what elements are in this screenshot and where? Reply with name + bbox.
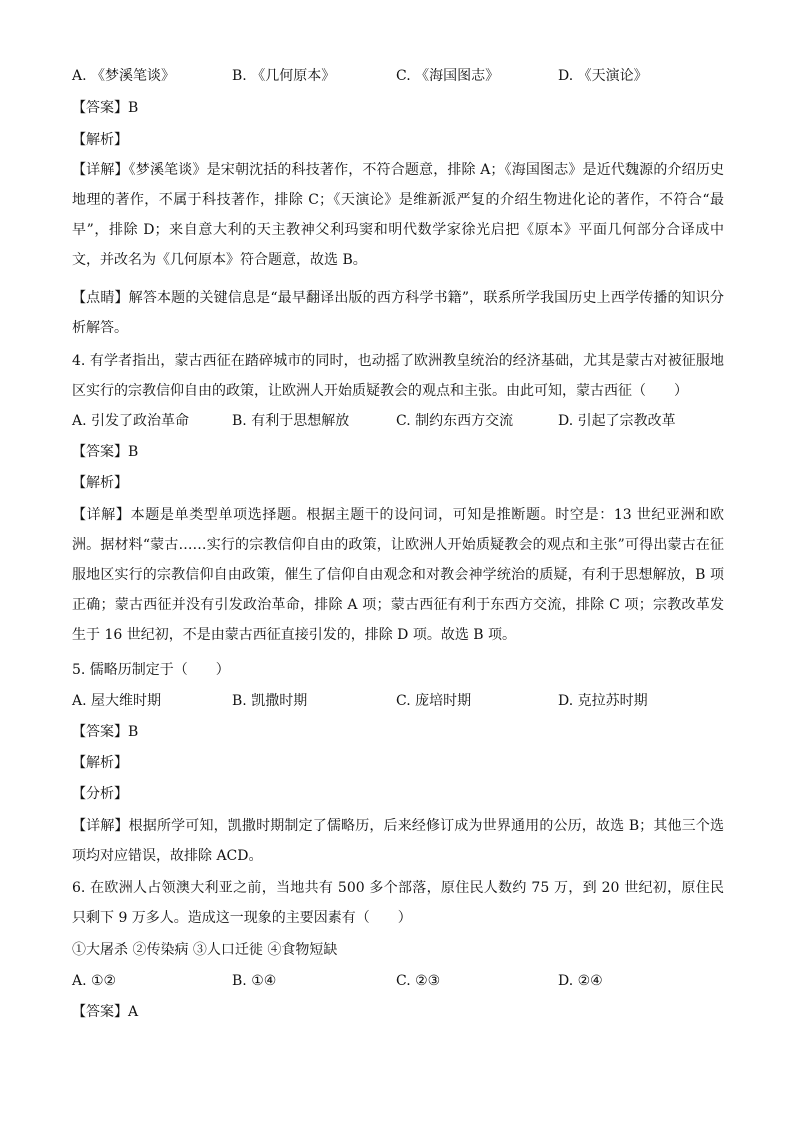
q4-option-a: A. 引发了政治革命 — [72, 413, 190, 429]
q3-option-a: A. 《梦溪笔谈》 — [72, 68, 176, 84]
q4-option-b: B. 有利于思想解放 — [232, 413, 350, 429]
q3-answer: 【答案】B — [72, 100, 139, 116]
q5-analysis2-label: 【分析】 — [72, 786, 128, 802]
q5-option-a: A. 屋大维时期 — [72, 693, 162, 709]
q5-stem: 5. 儒略历制定于（ ） — [72, 662, 230, 678]
q6-option-b: B. ①④ — [232, 973, 277, 989]
q4-options — [72, 411, 732, 431]
q6-options — [72, 971, 732, 991]
q6-option-a: A. ①② — [72, 973, 117, 989]
q6-answer: 【答案】A — [72, 1004, 139, 1020]
q6-option-d: D. ②④ — [558, 973, 603, 989]
q4-detail: 【详解】本题是单类型单项选择题。根据主题干的设问词，可知是推断题。时空是：13 世纪亚洲和欧洲。据材料“蒙古……实行的宗教信仰自由的政策，让欧洲人开始质疑教会的观点和主张”可得出蒙古在征服地区实行的宗教信仰自由政策，催生了信仰自由观念和对教会神学统治的质疑，有利于思想解放，B 项正确；蒙古西征并没有引发政治革命，排除 A 项；蒙古西征有利于东西方交流，排除 C 项；宗教改革发生于 16 世纪初，不是由蒙古西征直接引发的，排除 D 项。故选 B 项。 — [72, 507, 724, 643]
q6-option-c: C. ②③ — [396, 973, 441, 989]
q5-options — [72, 691, 732, 711]
q5-detail: 【详解】根据所学可知，凯撒时期制定了儒略历，后来经修订成为世界通用的公历，故选 B；其他三个选项均对应错误，故排除 ACD。 — [72, 818, 724, 864]
q5-option-c: C. 庞培时期 — [396, 693, 472, 709]
q5-option-b: B. 凯撒时期 — [232, 693, 308, 709]
q4-stem: 4. 有学者指出，蒙古西征在踏碎城市的同时，也动摇了欧洲教皇统治的经济基础，尤其是蒙古对被征服地区实行的宗教信仰自由的政策，让欧洲人开始质疑教会的观点和主张。由此可知，蒙古西征（ ） — [72, 353, 724, 399]
q5-option-d: D. 克拉苏时期 — [558, 693, 648, 709]
q6-factors: ①大屠杀 ②传染病 ③人口迁徙 ④食物短缺 — [72, 942, 338, 958]
q6-stem: 6. 在欧洲人占领澳大利亚之前，当地共有 500 多个部落，原住民人数约 75 万，到 20 世纪初，原住民只剩下 9 万多人。造成这一现象的主要因素有（ ） — [72, 880, 724, 926]
q3-detail: 【详解】《梦溪笔谈》是宋朝沈括的科技著作，不符合题意，排除 A；《海国图志》是近代魏源的介绍历史地理的著作，不属于科技著作，排除 C；《天演论》是维新派严复的介绍生物进化论的著作，不符合“最早”，排除 D；来自意大利的天主教神父利玛窦和明代数学家徐光启把《原本》平面几何部分合译成中文，并改名为《几何原本》符合题意，故选 B。 — [72, 162, 724, 268]
q5-answer: 【答案】B — [72, 724, 139, 740]
q3-comment: 【点睛】解答本题的关键信息是“最早翻译出版的西方科学书籍”，联系所学我国历史上西学传播的知识分析解答。 — [72, 290, 724, 336]
q3-analysis-label: 【解析】 — [72, 132, 128, 148]
q4-option-d: D. 引起了宗教改革 — [558, 413, 676, 429]
q3-option-b: B. 《几何原本》 — [232, 68, 336, 84]
q4-answer: 【答案】B — [72, 444, 139, 460]
q3-option-c: C. 《海国图志》 — [396, 68, 500, 84]
q5-analysis-label: 【解析】 — [72, 755, 128, 771]
q4-option-c: C. 制约东西方交流 — [396, 413, 514, 429]
q3-options — [72, 66, 732, 86]
q4-analysis-label: 【解析】 — [72, 475, 128, 491]
q3-option-d: D. 《天演论》 — [558, 68, 648, 84]
